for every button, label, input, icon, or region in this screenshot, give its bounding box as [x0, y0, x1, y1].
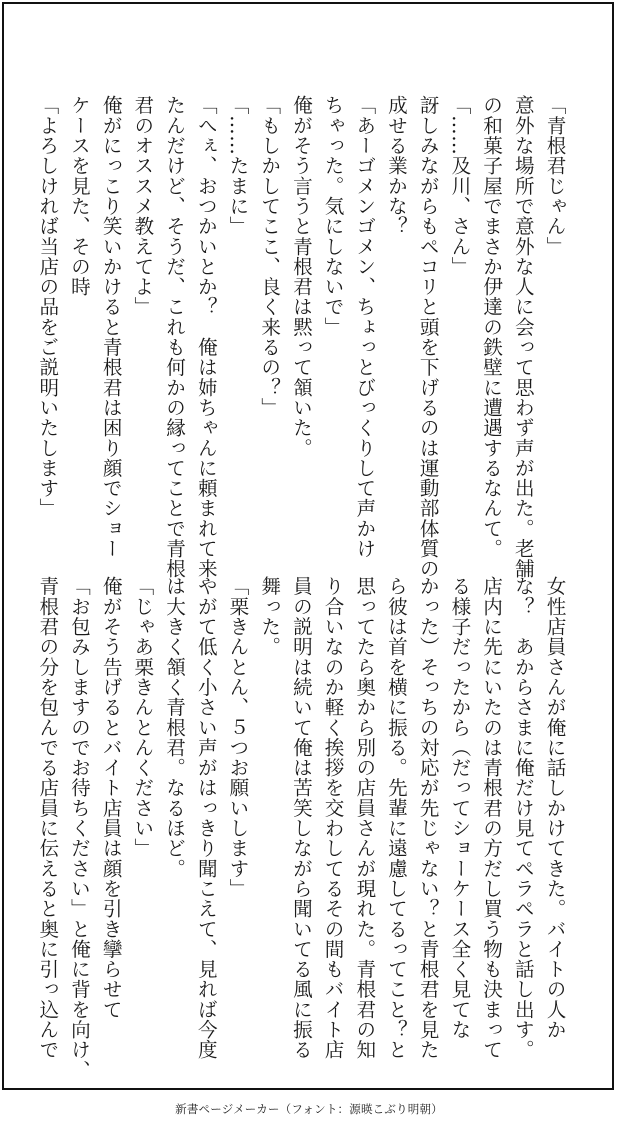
text-line: 女性店員さんが俺に話しかけてきた。バイトの人か — [543, 576, 566, 1040]
text-line: 俺がそう言うと青根君は黙って頷いた。 — [289, 95, 313, 458]
text-line: 思ってたら奥から別の店員さんが現れた。青根君の知 — [352, 576, 376, 1060]
footer-caption: 新書ページメーカー（フォント：源暎こぶり明朝） — [175, 1102, 443, 1116]
text-line: 「もしかしてここ、良く来るの？」 — [257, 95, 281, 418]
text-line: 意外な場所で意外な人に会って思わず声が出た。老舗 — [511, 95, 535, 579]
text-line: る様子だったから（だってショーケース全く見てな — [447, 576, 471, 1040]
text-line: の和菓子屋でまさか伊達の鉄壁に遭遇するなんて。 — [479, 95, 503, 559]
text-line: かった）そっちの対応が先じゃない？と青根君を見た — [416, 576, 440, 1060]
text-line: り合いなのか軽く挨拶を交わしてるその間もバイト店 — [321, 576, 345, 1060]
text-line: 君のオススメ教えてよ」 — [130, 95, 154, 317]
text-line: やがて低く小さい声がはっきり聞こえて、見れば今度 — [194, 576, 218, 1060]
text-line: 舞った。 — [257, 576, 281, 657]
text-line: 「青根君じゃん」 — [543, 95, 566, 257]
text-line: は大きく頷く青根君。なるほど。 — [162, 576, 186, 879]
text-line: 「栗きんとん、５つお願いします」 — [225, 576, 249, 899]
lower-text-block — [31, 576, 570, 1080]
text-line: 員の説明は続いて俺は苦笑しながら聞いてる風に振る — [289, 576, 313, 1060]
text-line: 「よろしければ当店の品をご説明いたします」 — [35, 95, 59, 519]
text-line: 青根君の分を包んでる店員に伝えると奥に引っ込んで — [35, 576, 59, 1060]
text-line: 「……及川、さん」 — [447, 95, 471, 277]
text-line: ケースを見た、その時 — [67, 95, 91, 297]
text-line: たんだけど、そうだ、これも何かの縁ってことで青根 — [162, 95, 186, 579]
text-line: 「へぇ、おつかいとか？ 俺は姉ちゃんに頼まれて来 — [194, 95, 218, 579]
text-line: ら彼は首を横に振る。先輩に遠慮してるってこと？と — [384, 576, 408, 1060]
page-frame — [2, 2, 614, 1090]
text-line: 訝しみながらもペコリと頭を下げるのは運動部体質の — [416, 95, 440, 579]
text-line: 俺がそう告げるとバイト店員は顔を引き攣らせて — [99, 576, 123, 1020]
text-line: 店内に先にいたのは青根君の方だし買う物も決まって — [479, 576, 503, 1060]
text-line: 俺がにっこり笑いかけると青根君は困り顔でショー — [99, 95, 123, 559]
text-line: 「お包みしますのでお待ちください」と俺に背を向け、 — [67, 576, 91, 1080]
text-line: 「……たまに」 — [225, 95, 249, 237]
text-line: 「あーゴメンゴメン、ちょっとびっくりして声かけ — [352, 95, 376, 559]
text-line: 成せる業かな？ — [384, 95, 408, 237]
text-line: 「じゃあ栗きんとんください」 — [130, 576, 154, 859]
text-line: ちゃった。気にしないで」 — [321, 95, 345, 337]
upper-text-block — [31, 95, 570, 579]
text-line: な？ あからさまに俺だけ見てペラペラと話し出す。 — [511, 576, 535, 1060]
